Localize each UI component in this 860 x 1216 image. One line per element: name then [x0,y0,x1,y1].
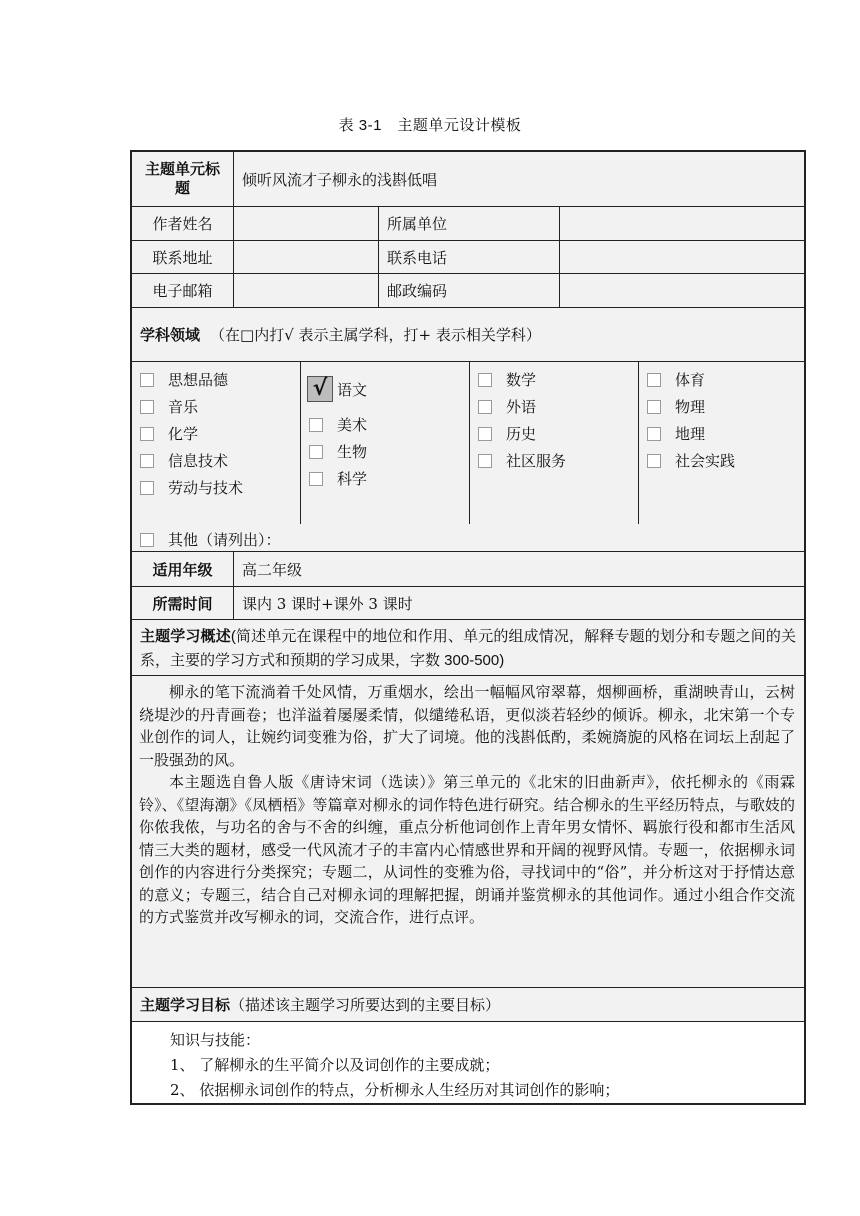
checkbox-icon[interactable] [140,400,154,414]
subject-option-label: 科学 [337,470,368,488]
overview-header-cell [140,625,796,672]
subject-option[interactable] [470,420,638,447]
subject-col-3 [470,362,639,524]
checkbox-icon[interactable] [478,427,492,441]
subject-option-label: 劳动与技术 [168,479,244,497]
subject-option[interactable] [639,447,804,474]
info-row-author [132,207,804,241]
topic-label: 主题单元标题 [144,161,220,197]
goals-line: 知识与技能： [170,1031,261,1049]
time-value-cell[interactable] [234,587,804,619]
goals-label: 主题学习目标 [140,997,231,1014]
grade-label-cell [132,552,234,586]
phone-value-cell[interactable] [560,241,804,273]
overview-label: 主题学习概述 [140,628,231,645]
topic-label-cell [132,152,234,206]
phone-label: 联系电话 [387,248,448,267]
checkbox-icon[interactable] [647,454,661,468]
subject-option-label: 生物 [337,443,368,461]
overview-body[interactable] [139,681,795,929]
overview-paragraph-1: 柳永的笔下流淌着千处风情，万重烟水，绘出一幅幅风帘翠幕，烟柳画桥，重湖映青山，云树绕堤沙的丹青画卷；也洋溢着屡屡柔情，似缱绻私语，更似淡若轻纱的倾诉。柳永，北宋第一个专业创作的词人，让婉约词变雅为俗，扩大了词境。他的浅斟低酌，柔婉旖旎的风格在词坛上刮起了一股强劲的风。 [139,683,795,769]
topic-value-cell[interactable] [234,152,804,206]
subject-option[interactable] [301,438,469,465]
checkbox-icon[interactable] [309,445,323,459]
address-value-cell[interactable] [234,241,379,273]
postcode-label: 邮政编码 [387,282,448,300]
subject-option-label: 地理 [675,425,706,443]
subject-area-label: 学科领域 [140,327,201,344]
checkbox-icon[interactable] [478,373,492,387]
subject-option[interactable] [639,366,804,393]
subject-option[interactable] [470,366,638,393]
subject-options [132,362,804,552]
subject-col-1 [132,362,301,524]
info-label-cell [379,274,560,307]
subject-option-label: 社区服务 [506,452,567,470]
checkbox-icon[interactable] [647,400,661,414]
goals-line: 1、 了解柳永的生平简介以及词创作的主要成就； [170,1056,500,1074]
subject-area-header [132,308,804,362]
checkbox-icon[interactable] [309,472,323,486]
subject-option-label: 语文 [337,380,368,399]
unit-value-cell[interactable] [560,207,804,240]
topic-value: 倾听风流才子柳永的浅斟低唱 [242,170,438,189]
time-label-cell [132,587,234,619]
goals-header-cell [132,988,804,1021]
subject-option[interactable] [470,447,638,474]
subject-option-label: 物理 [675,398,706,416]
checkbox-icon[interactable] [478,400,492,414]
subject-option-label: 思想品德 [168,371,229,389]
time-row [132,587,804,620]
info-label-cell [132,207,234,240]
info-row-address [132,241,804,274]
subject-option[interactable] [132,474,300,501]
goals-header-row [132,988,804,1022]
info-label-cell [132,241,234,273]
goals-body-row [132,1022,804,1103]
overview-paragraph-2: 本主题选自鲁人版《唐诗宋词（选读）》第三单元的《北宋的旧曲新声》，依托柳永的《雨霖铃》、《望海潮》《凤栖梧》等篇章对柳永的词作特色进行研究。结合柳永的生平经历特点，与歌妓的你侬我侬，与功名的舍与不舍的纠缠，重点分析他词创作上青年男女情怀、羁旅行役和都市生活风情三大类的题材，感受一代风流才子的丰富内心情感世界和开阔的视野风情。专题一，依据柳永词创作的内容进行分类探究；专题二，从词性的变雅为俗，寻找词中的“俗”，并分析这对于抒情达意的意义；专题三，结合自己对柳永词的理解把握，朗诵并鉴赏柳永的其他词作。通过小组合作交流的方式鉴赏并改写柳永的词，交流合作，进行点评。 [139,773,795,926]
goals-body[interactable] [170,1028,619,1103]
subject-option-label: 外语 [506,398,537,416]
subject-option-label: 美术 [337,416,368,434]
goals-hint: （描述该主题学习所要达到的主要目标） [230,996,501,1014]
subject-option-label: 数学 [506,371,537,389]
subject-option[interactable] [132,366,300,393]
email-label: 电子邮箱 [152,282,213,300]
overview-header-row [132,620,804,676]
grade-row [132,552,804,587]
checkbox-icon[interactable] [647,373,661,387]
checkbox-icon[interactable] [478,454,492,468]
checkbox-icon[interactable] [309,418,323,432]
subject-option-label: 化学 [168,425,199,443]
postcode-value-cell[interactable] [560,274,804,307]
info-label-cell [379,241,560,273]
checkbox-icon[interactable] [140,454,154,468]
subject-option-other-label: 其他（请列出）： [168,531,281,549]
overview-body-row [132,676,804,988]
subject-option-label: 体育 [675,371,706,389]
subject-option[interactable] [132,420,300,447]
checkbox-icon[interactable] [140,481,154,495]
overview-hint: (简述单元在课程中的地位和作用、单元的组成情况，解释专题的划分和专题之间的关系，主要的学习方式和预期的学习成果，字数 300-500) [140,628,796,669]
checkbox-icon[interactable] [140,533,154,547]
subject-option[interactable] [301,465,469,492]
subject-option-label: 信息技术 [168,452,229,470]
time-label: 所需时间 [152,595,213,613]
subject-option-label: 历史 [506,425,537,443]
author-label: 作者姓名 [152,215,213,233]
grade-label: 适用年级 [152,561,213,579]
subject-option[interactable] [470,393,638,420]
checkbox-icon[interactable] [140,373,154,387]
subject-option-other[interactable] [132,526,281,553]
checkbox-icon[interactable] [647,427,661,441]
subject-option-label: 音乐 [168,398,199,416]
subject-option-label: 社会实践 [675,452,736,470]
subject-option[interactable] [132,393,300,420]
grade-value-cell[interactable] [234,552,804,586]
subject-option[interactable] [639,393,804,420]
info-label-cell [379,207,560,240]
subject-col-2 [301,362,470,524]
author-value-cell[interactable] [234,207,379,240]
time-value: 课内 3 课时+课外 3 课时 [242,594,413,613]
checkmark-icon[interactable]: √ [307,376,333,402]
address-label: 联系地址 [152,248,213,267]
subject-area-hint: （在□内打√ 表示主属学科，打+ 表示相关学科） [210,326,541,344]
grade-value: 高二年级 [242,560,303,579]
subject-options-row [132,362,804,552]
unit-label: 所属单位 [387,215,448,233]
email-value-cell[interactable] [234,274,379,307]
subject-option[interactable] [132,447,300,474]
design-template-table [130,150,806,1105]
info-row-email [132,274,804,308]
subject-option[interactable] [301,411,469,438]
subject-col-4 [639,362,804,524]
info-label-cell [132,274,234,307]
table-caption: 表 3-1 主题单元设计模板 [338,117,522,134]
topic-row [132,152,804,207]
subject-option-checked[interactable] [301,370,469,408]
subject-area-header-cell [132,308,804,361]
subject-option[interactable] [639,420,804,447]
goals-line: 2、 依据柳永词创作的特点，分析柳永人生经历对其词创作的影响； [170,1081,620,1099]
checkbox-icon[interactable] [140,427,154,441]
